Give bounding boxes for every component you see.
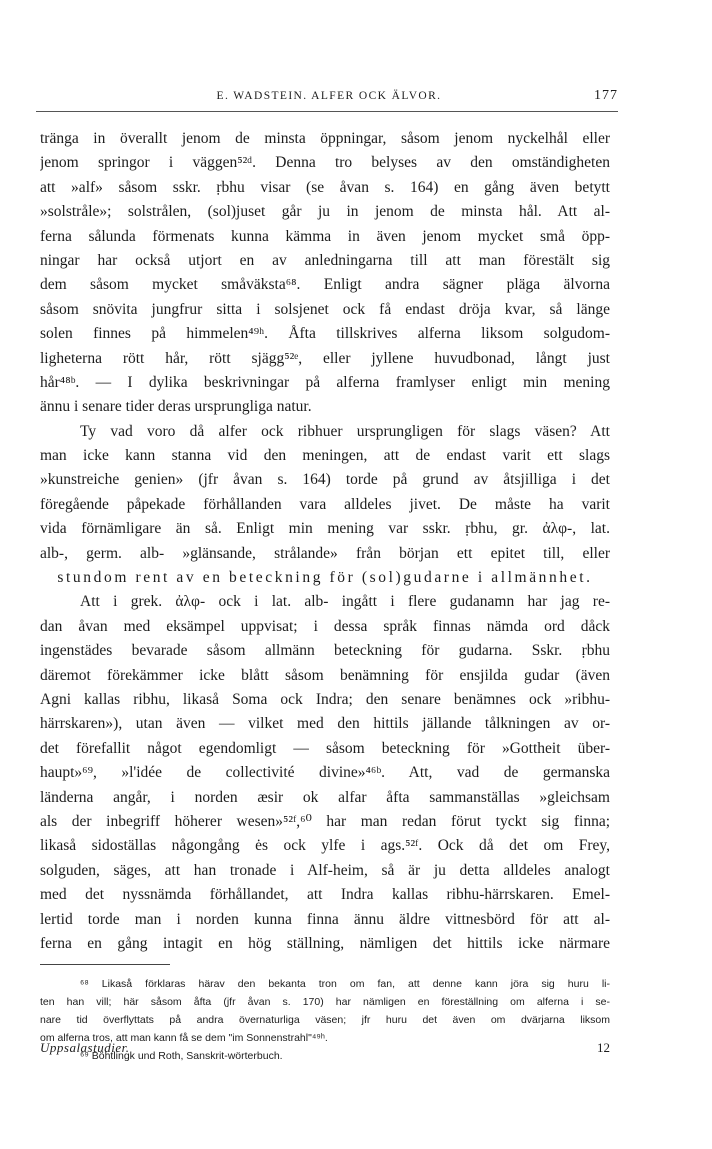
text-line: solguden, säges, att han tronade i Alf-heim, så är ju detta alldeles analogt xyxy=(40,861,610,879)
text-line: med det nyssnämda förhållandet, att Indra kallas ribhu-härrskaren. Emel- xyxy=(40,886,610,904)
text-line: hår⁴⁸ᵇ. — I dylika beskrivningar på alferna framlyser enligt min mening xyxy=(40,373,610,391)
footnote-line: ⁶⁹ Böhtlingk und Roth, Sanskrit-wörterbuch. xyxy=(80,1050,283,1062)
footnote-line: ten han vill; här såsom åfta (jfr åvan s. 170) har nämligen en föreställning om alferna i se- xyxy=(40,996,610,1008)
text-line: likaså sidoställas någongång ės ock ylfe i ags.⁵²ᶠ. Ock då det om Frey, xyxy=(40,837,610,855)
text-line: ligheterna rött hår, rött sjägg⁵²ᵉ, eller jyllene huvudbonad, långt just xyxy=(40,349,610,367)
text-line: däremot förekämmer icke blått såsom benämning för ensjilda gudar (även xyxy=(40,666,610,684)
text-line: lertid torde man i norden kunna finna ännu äldre vittnesbörd för att al- xyxy=(40,910,610,928)
text-line: haupt»⁶⁹, »l'idée de collectivité divine»⁴⁶ᵇ. Att, vad de germanska xyxy=(40,764,610,782)
paragraph-start-line: Ty vad voro då alfer ock ribhuer ursprungligen för slags väsen? Att xyxy=(80,422,610,440)
text-line: länderna angår, i norden æsir ok alfar åfta sammanställas »gleichsam xyxy=(40,788,610,806)
paragraph-start-line: Att i grek. ἀλφ- ock i lat. alb- ingått i flere gudanamn har jag re- xyxy=(80,593,610,611)
text-line: att »alf» såsom sskr. ṛbhu visar (se åvan s. 164) en gång även betytt xyxy=(40,178,610,196)
running-title: E. WADSTEIN. ALFER OCK ÄLVOR. xyxy=(216,90,442,102)
page-number: 177 xyxy=(594,88,618,103)
text-line: alb-, germ. alb- »glänsande, strålande» från början ett epitet till, eller xyxy=(40,544,610,562)
running-header xyxy=(36,90,622,110)
text-line: ferna en gång intagit en hög ställning, nämligen det hittils icke närmare xyxy=(40,934,610,952)
text-line: ännu i senare tider deras ursprungliga natur. xyxy=(40,398,312,416)
text-line: ningar har också utjort en av anledningarna till att man förestält sig xyxy=(40,251,610,269)
text-line: stundom rent av en beteckning för (sol)gudarne i allmännhet. xyxy=(57,569,593,587)
footnote-line: om alferna tros, att man kann få se dem "im Sonnenstrahl"⁴⁹ʰ. xyxy=(40,1032,328,1044)
text-line: dem såsom mycket småväksta⁶⁸. Enligt andra sägner pläga älvorna xyxy=(40,276,610,294)
text-line: solen finnes på himmelen⁴⁹ʰ. Åfta tillskrives alferna liksom solgudom- xyxy=(40,325,610,343)
text-line: föregående påpekade förhållanden vara alldeles jivet. De måste ha varit xyxy=(40,495,610,513)
text-line: Agni kallas ribhu, likaså Soma ock Indra; den senare benämnes ock »ribhu- xyxy=(40,690,610,708)
text-line: man icke kann stanna vid den meningen, att de endast varit ett slags xyxy=(40,447,610,465)
text-line: det förefallit något egendomligt — såsom beteckning för »Gottheit über- xyxy=(40,739,610,757)
footnote-rule xyxy=(40,964,170,965)
text-line: jenom springor i väggen⁵²ᵈ. Denna tro belyses av den omständigheten xyxy=(40,154,610,172)
text-line: ferna sålunda förmenats kunna kämma in även jenom mycket små öpp- xyxy=(40,227,610,245)
text-line: tränga in överallt jenom de minsta öppningar, såsom jenom nyckelhål eller xyxy=(40,130,610,147)
body-text xyxy=(40,127,610,956)
text-line: ingenstädes bevarade såsom allmänn beteckning för gudarna. Sskr. ṛbhu xyxy=(40,642,610,660)
text-line: dan åvan med eksämpel uppvisat; i dessa språk finnas nämda ord dåck xyxy=(40,617,610,635)
footnote-line: ⁶⁸ Likaså förklaras härav den bekanta tron om fan, att denne kann jöra sig huru li- xyxy=(80,978,610,990)
signature-line xyxy=(40,1040,610,1062)
text-line: »solstråle»; solstrålen, (sol)juset går ju in jenom de minsta hål. Att al- xyxy=(40,203,610,221)
text-line: såsom snövita jungfrur sitta i solsjenet ock få endast dröja kvar, så länge xyxy=(40,300,610,318)
text-line: härrskaren»), utan även — vilket med den hittils jällande tålkningen av or- xyxy=(40,715,610,733)
text-line: vida förnämligare än så. Enligt min mening var sskr. ṛbhu, gr. ἀλφ-, lat. xyxy=(40,520,610,538)
footnote-line: nare tid överflyttats på andra övernaturliga väsen; jfr huru det även om dvärjarna liksom xyxy=(40,1014,610,1026)
header-rule xyxy=(36,111,618,112)
journal-signature: Uppsalastudier. xyxy=(40,1040,130,1055)
text-line: als der inbegriff höherer wesen»⁵²ᶠ,⁶⁰ har man redan förut tyckt sig finna; xyxy=(40,812,610,830)
sheet-number: 12 xyxy=(597,1040,610,1055)
text-line: »kunstreiche genien» (jfr åvan s. 164) torde på grund av åtsjilliga i det xyxy=(40,471,610,489)
